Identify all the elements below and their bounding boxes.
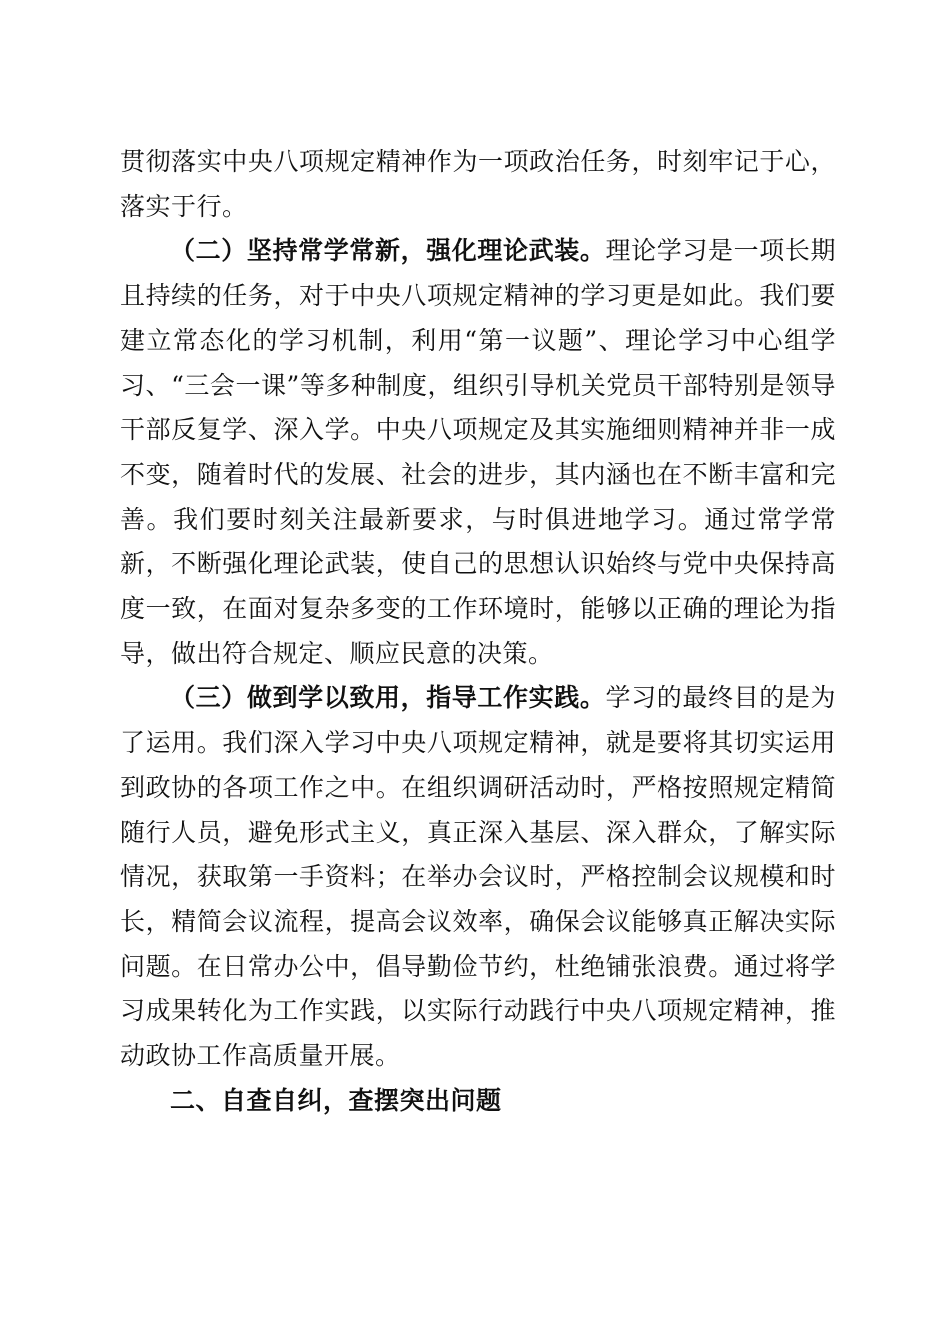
section-2-lead: （二）坚持常学常新，强化理论武装。 [170, 236, 606, 266]
document-body [120, 140, 836, 1123]
section-2-body: 理论学习是一项长期且持续的任务，对于中央八项规定精神的学习更是如此。我们要建立常态化的学习机制，利用“第一议题”、理论学习中心组学习、“三会一课”等多种制度，组织引导机关党员干部特别是领导干部反复学、深入学。中央八项规定及其实施细则精神并非一成不变，随着时代的发展、社会的进步，其内涵也在不断丰富和完善。我们要时刻关注最新要求，与时俱进地学习。通过常学常新，不断强化理论武装，使自己的思想认识始终与党中央保持高度一致，在面对复杂多变的工作环境时，能够以正确的理论为指导，做出符合规定、顺应民意的决策。 [120, 236, 836, 668]
paragraph-section-2 [120, 229, 836, 676]
section-3-body: 学习的最终目的是为了运用。我们深入学习中央八项规定精神，就是要将其切实运用到政协的各项工作之中。在组织调研活动时，严格按照规定精简随行人员，避免形式主义，真正深入基层、深入群众，了解实际情况，获取第一手资料；在举办会议时，严格控制会议规模和时长，精简会议流程，提高会议效率，确保会议能够真正解决实际问题。在日常办公中，倡导勤俭节约，杜绝铺张浪费。通过将学习成果转化为工作实践，以实际行动践行中央八项规定精神，推动政协工作高质量开展。 [120, 683, 836, 1071]
paragraph-section-3 [120, 676, 836, 1078]
heading-part-2: 二、自查自纠，查摆突出问题 [170, 1085, 502, 1115]
paragraph-continued-text: 贯彻落实中央八项规定精神作为一项政治任务，时刻牢记于心，落实于行。 [120, 147, 836, 221]
paragraph-continued [120, 140, 836, 229]
section-3-lead: （三）做到学以致用，指导工作实践。 [170, 683, 606, 713]
